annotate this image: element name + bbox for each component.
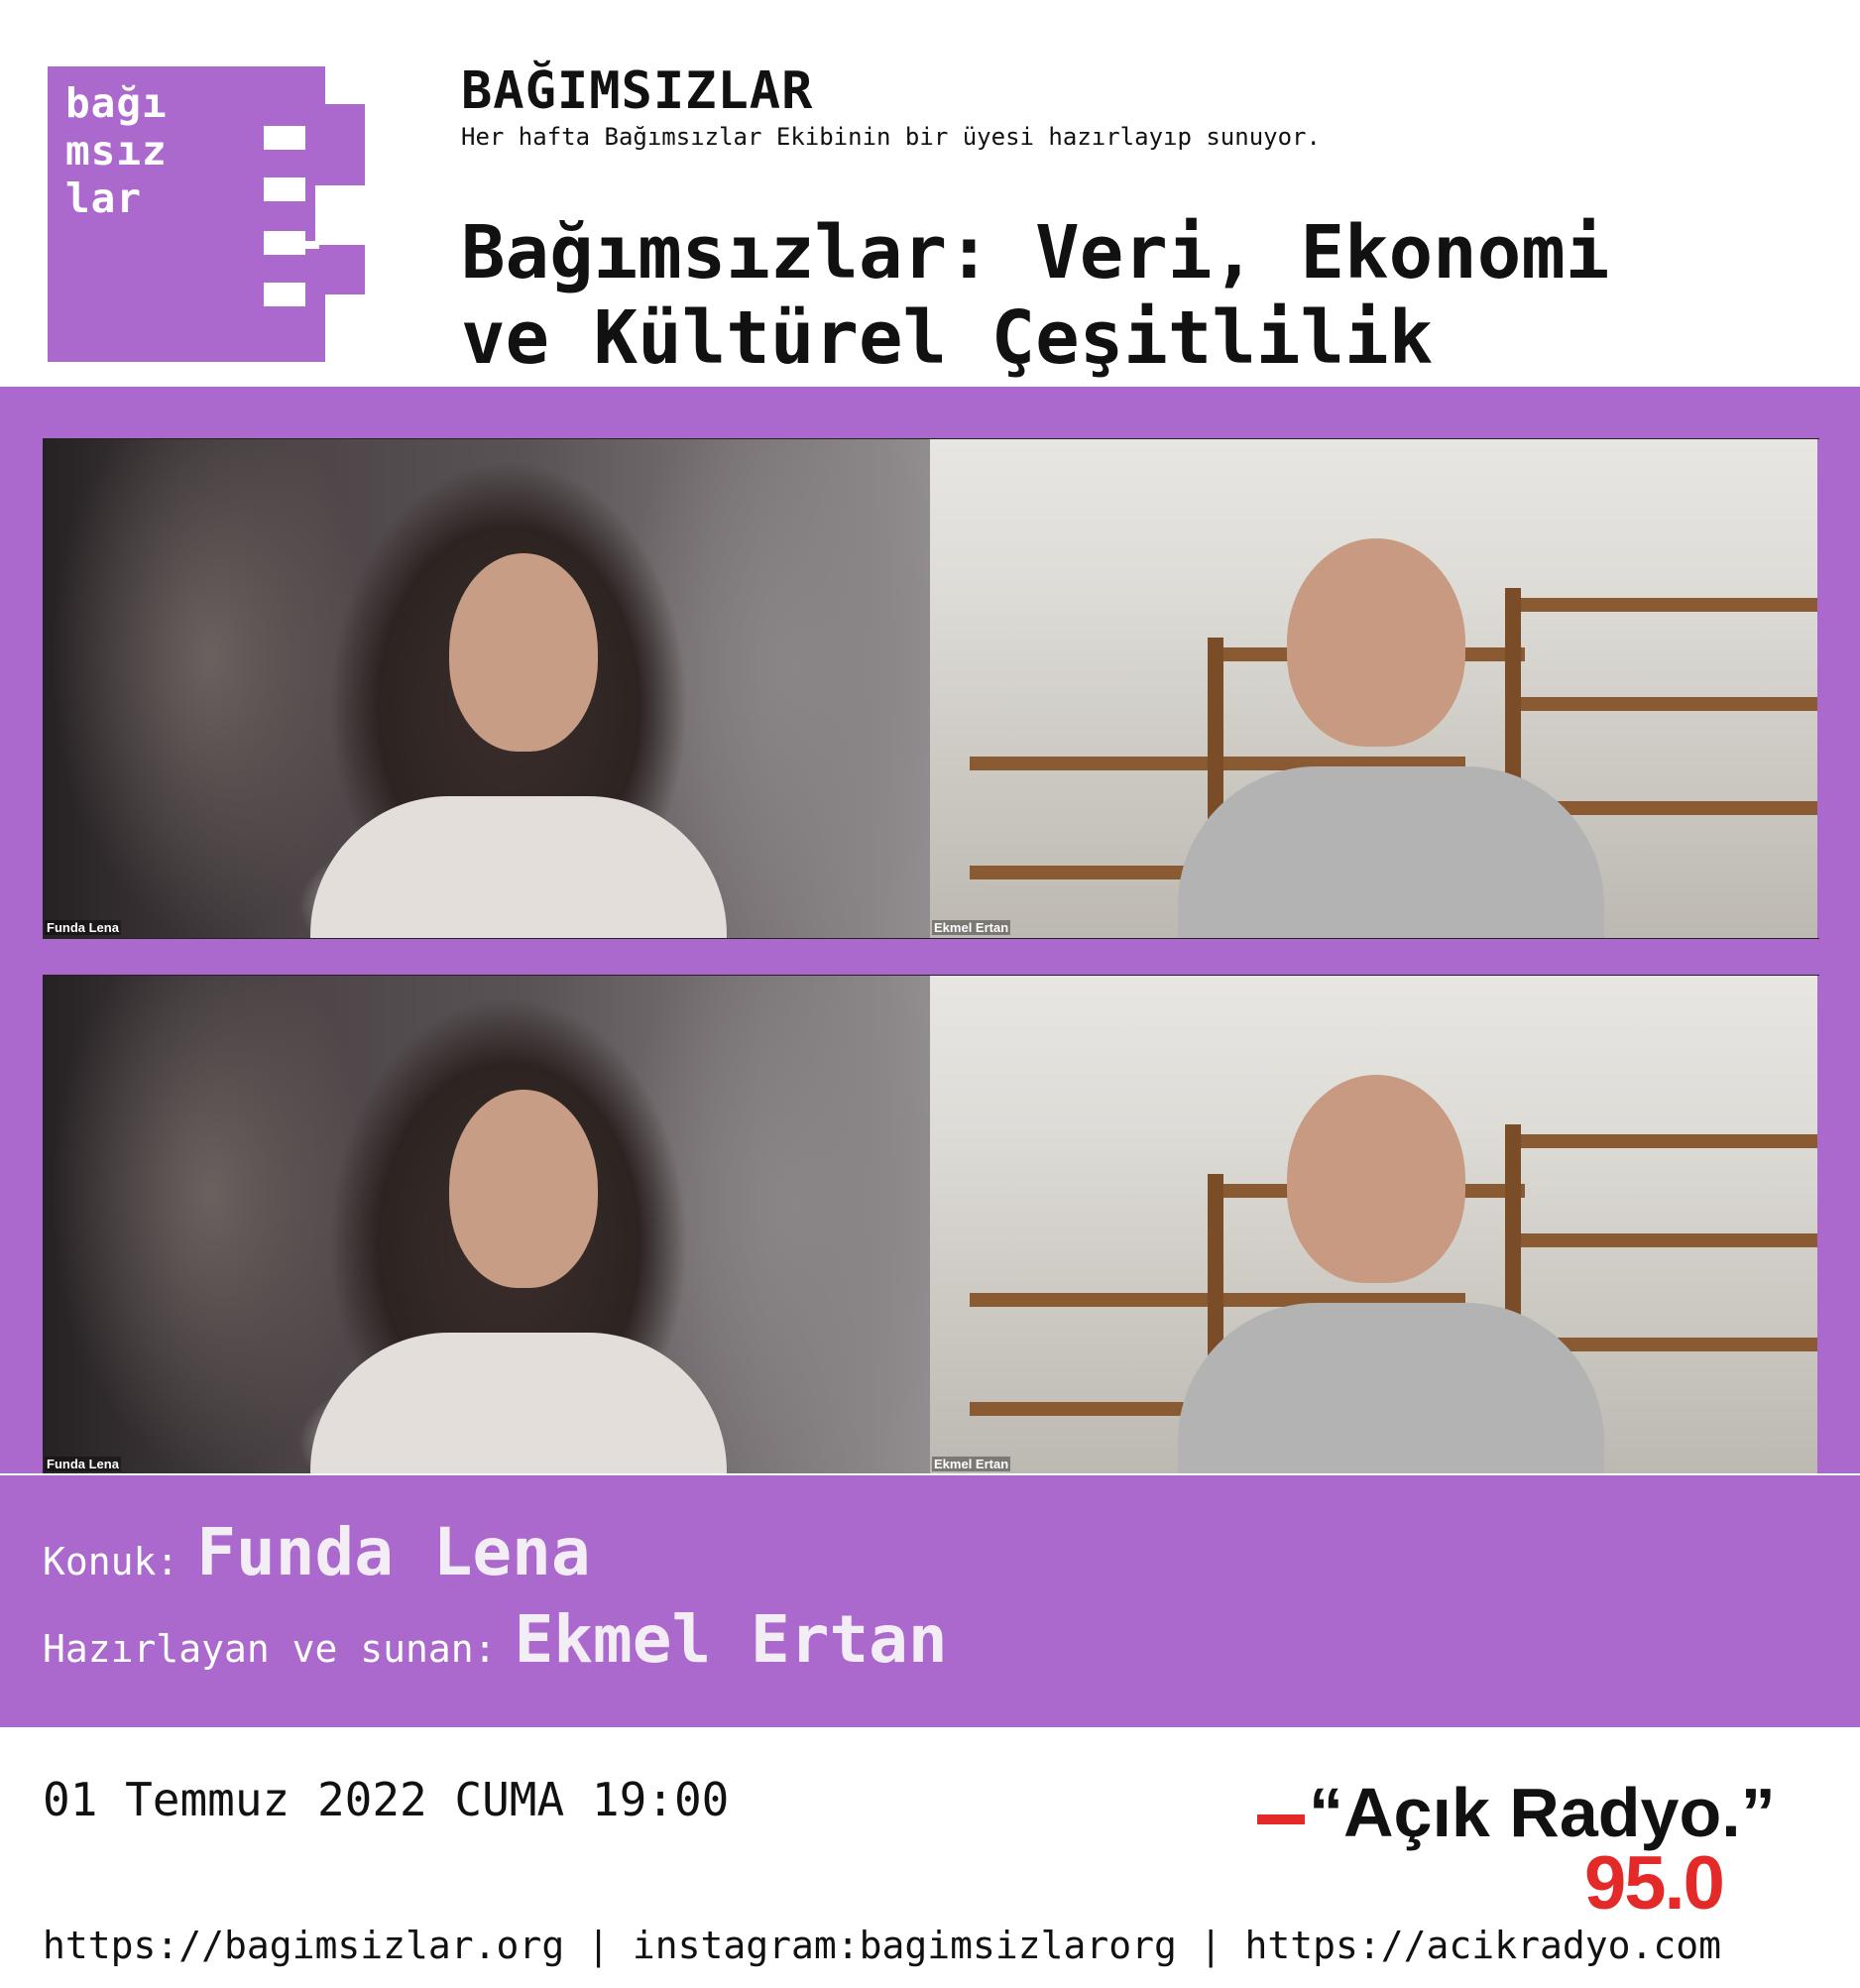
person-face <box>1287 1075 1465 1283</box>
bookshelf-plank <box>1505 598 1817 612</box>
episode-title <box>461 210 1829 381</box>
video-row <box>43 438 1819 939</box>
video-row <box>43 975 1819 1475</box>
person-shoulders <box>1178 766 1604 938</box>
band-divider <box>0 1473 1860 1475</box>
participant-name-tag: Ekmel Ertan <box>934 1457 1009 1471</box>
video-call-grid <box>43 438 1819 1473</box>
guest-label: Konuk: <box>43 1540 179 1583</box>
video-tile-guest <box>43 439 930 938</box>
acik-radyo-logo <box>1257 1773 1832 1926</box>
person-shoulders <box>1178 1303 1604 1474</box>
video-tile-host <box>930 439 1817 938</box>
bookshelf-plank <box>1505 1134 1817 1148</box>
person-shoulders <box>310 796 727 938</box>
footer-links: https://bagimsizlar.org | instagram:bagimsizlarorg | https://acikradyo.com <box>43 1924 1721 1967</box>
brand-name: “Açık Radyo.” <box>1309 1774 1776 1851</box>
person-face <box>449 553 598 752</box>
person-shoulders <box>310 1333 727 1474</box>
bookshelf-plank <box>1505 697 1817 711</box>
video-tile-guest <box>43 976 930 1474</box>
guest-credit <box>43 1514 591 1590</box>
episode-title-line-1: Bağımsızlar: Veri, Ekonomi <box>461 210 1610 295</box>
show-title: BAĞIMSIZLAR <box>461 61 814 121</box>
participant-name-tag: Funda Lena <box>47 920 119 935</box>
show-subtitle: Her hafta Bağımsızlar Ekibinin bir üyesi hazırlayıp sunuyor. <box>461 123 1321 151</box>
person-face <box>449 1090 598 1288</box>
brand-frequency: 95.0 <box>1584 1841 1723 1926</box>
broadcast-date-time: 01 Temmuz 2022 CUMA 19:00 <box>43 1773 730 1826</box>
host-label: Hazırlayan ve sunan: <box>43 1627 497 1671</box>
episode-title-line-2: ve Kültürel Çeşitlilik <box>461 295 1434 381</box>
bookshelf-plank <box>1505 1233 1817 1247</box>
video-tile-host <box>930 976 1817 1474</box>
guest-name: Funda Lena <box>196 1514 591 1590</box>
host-credit <box>43 1601 948 1678</box>
logo-line-2: msız <box>65 127 168 175</box>
participant-name-tag: Ekmel Ertan <box>934 920 1009 935</box>
participant-name-tag: Funda Lena <box>47 1457 119 1471</box>
logo-wordmark <box>65 79 168 222</box>
brand-dash-icon <box>1257 1814 1305 1824</box>
logo-line-1: bağı <box>65 79 168 127</box>
logo-line-3: lar <box>65 175 143 222</box>
host-name: Ekmel Ertan <box>514 1601 948 1678</box>
person-face <box>1287 538 1465 747</box>
